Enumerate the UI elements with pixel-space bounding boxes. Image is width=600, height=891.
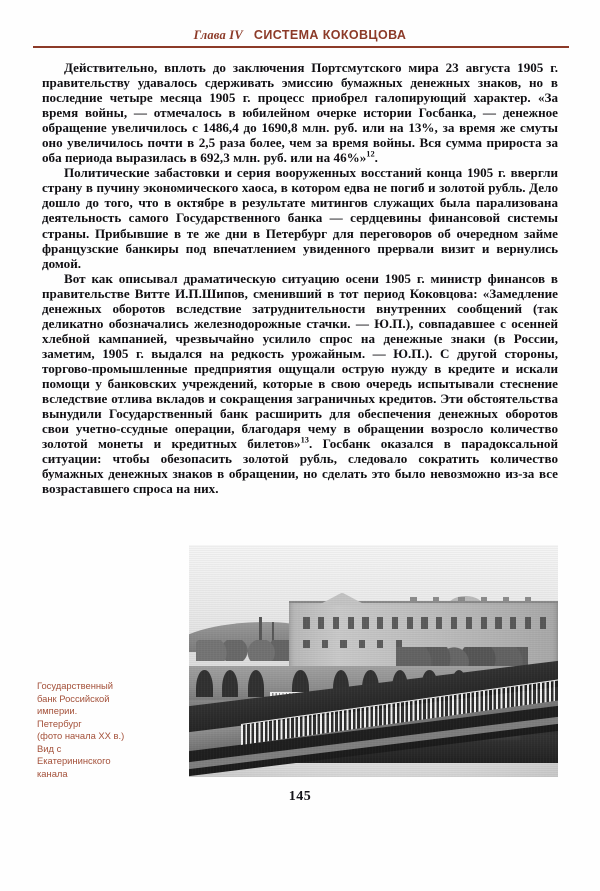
paragraph-1 (42, 60, 558, 165)
photo-arch (196, 670, 212, 697)
photo-window (333, 617, 339, 629)
paragraph-1-tail: . (374, 150, 378, 166)
photo-window (451, 617, 457, 629)
photo-canvas (189, 545, 558, 777)
caption-line: Вид с (37, 742, 62, 754)
footnote-marker-13: 13 (300, 435, 309, 445)
caption-line: банк Российской (37, 692, 110, 704)
page-number: 145 (288, 789, 312, 804)
photo-chimney-3 (458, 597, 465, 603)
running-head (33, 26, 567, 44)
paragraph-2: Политические забастовки и серия вооруженных восстаний конца 1905 г. ввергли страну в пучину экономического хаоса, в котором едва не погиб и золотой рубль. Дело дошло до того, что в октябре в результате митингов служащих была парализована деятельность самого Государственного банка — сердцевины финансовой системы страны. Прибывшие в те же дни в Петербург для переговоров об очередном займе французские банкиры под впечатлением увиденного прервали визит и вернулись домой. (42, 165, 558, 271)
footnote-marker-12: 12 (366, 149, 375, 159)
photo-window (540, 617, 546, 629)
photo-window (348, 617, 354, 629)
photo-window (340, 640, 346, 648)
photo-window (510, 617, 516, 629)
photo-window (466, 617, 472, 629)
paragraph-4-text: Госбанк оказался в парадоксальной ситуации: чтобы обезопасить золотой рубль, следовало сократить количество бумажных денежных знаков в обращении, но сделать это было невозможно из-за все возраставшего спроса на них. (42, 436, 559, 497)
photo-window (359, 640, 365, 648)
photo-window (495, 617, 501, 629)
paragraph-1-text: Действительно, вплоть до заключения Портсмутского мира 23 августа 1905 г. правительству удавалось сдерживать эмиссию бумажных денежных знаков, но в последние четыре месяца 1905 г. процесс приобрел галопирующий характер. «За время войны, — отмечалось в юбилейном очерке истории Госбанка, — денежное обращение увеличилось с 1486,4 до 1690,8 млн. руб. или на 13%, за время же смуты оно увеличилось почти в 2,5 раза более, чем за время войны. Вся сумма прироста за оба периода выразилась в 692,3 млн. руб. или на 46%» (42, 60, 558, 166)
photo-window (392, 617, 398, 629)
paragraph-3-tail: . (308, 436, 313, 452)
caption-line: (фото начала XX в.) (37, 730, 125, 741)
photo-window (377, 640, 383, 648)
photo-window (303, 640, 309, 648)
photo-window (421, 617, 427, 629)
photo-chimney-2 (433, 597, 440, 603)
caption-line: Государственный (37, 680, 114, 691)
photo-window (318, 617, 324, 629)
photo-chimney-5 (503, 597, 510, 603)
photo-window (525, 617, 531, 629)
photo-window (303, 617, 309, 629)
figure-photograph (189, 545, 558, 777)
photo-window (362, 617, 368, 629)
photo-window (436, 617, 442, 629)
photo-trees-left (196, 640, 292, 661)
paragraph-3 (42, 271, 558, 497)
caption-line: канала (37, 767, 68, 779)
body-text (42, 60, 558, 496)
photo-chimney-4 (481, 597, 488, 603)
photo-window (377, 617, 383, 629)
photo-window (322, 640, 328, 648)
photo-window (407, 617, 413, 629)
photo-chimney-1 (410, 597, 417, 603)
header-divider-rule (33, 46, 569, 48)
figure-caption (37, 680, 177, 780)
running-head-title: СИСТЕМА КОКОВЦОВА (253, 28, 407, 42)
paragraph-3-text: Вот как описывал драматическую ситуацию осени 1905 г. министр финансов в правительстве Витте И.П.Шипов, сменивший в тот период Коковцова: «Замедление денежных оборотов вследствие затруднительности внутренних сообщений (так деликатно обозначались железнодорожные стачки. — Ю.П.), совпадавшее с осенней хлебной кампанией, чрезвычайно усилило спрос на денежные знаки (в России, заметим, 1905 г. выдался на редкость урожайным. — Ю.П.). С другой стороны, торгово-промышленные предприятия ощущали острую нужду в кредите и искали помощи у банковских учреждений, которые в свою очередь испытывали стеснение вследствие отлива вкладов и сокращения заграничных кредитов. Эти обстоятельства вынудили Государственный банк расширить для обеспечения денежных оборотов свои учетно-ссудные операции, благодаря чему в обращении возросло количество золотой монеты и кредитных билетов» (42, 270, 558, 452)
photo-chimney-6 (525, 597, 532, 603)
caption-line: Екатерининского (37, 755, 111, 766)
caption-line: Петербург (37, 717, 82, 729)
photo-window (481, 617, 487, 629)
caption-line: империи. (37, 705, 78, 716)
running-head-chapter: Глава IV (193, 28, 243, 42)
